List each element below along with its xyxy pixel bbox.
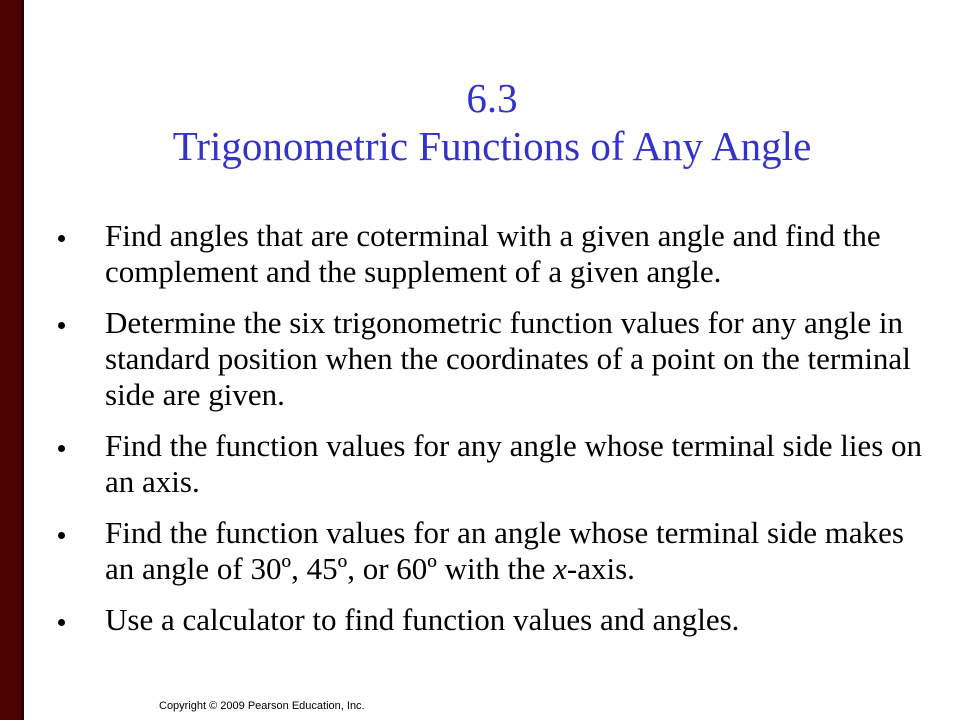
bullet-dot-icon	[58, 235, 65, 242]
slide-title	[24, 74, 960, 170]
bullet-dot-icon	[58, 532, 65, 539]
list-item	[48, 305, 938, 413]
list-item-text: Determine the six trigonometric function values for any angle in standard position when the coordinates of a point on the terminal side are given.	[105, 305, 911, 412]
list-item-text: Use a calculator to find function values and angles.	[105, 602, 740, 637]
section-number: 6.3	[466, 75, 518, 121]
list-item	[48, 515, 938, 587]
slide-side-bar	[0, 0, 24, 720]
list-item-text: Find the function values for any angle whose terminal side lies on an axis.	[105, 428, 923, 499]
section-title: Trigonometric Functions of Any Angle	[172, 123, 812, 169]
list-item	[48, 602, 938, 638]
copyright-notice: Copyright © 2009 Pearson Education, Inc.	[159, 700, 365, 712]
list-item	[48, 428, 938, 500]
list-item-text: Find the function values for an angle whose terminal side makes an angle of 30º, 45º, or 60º with the x-axis.	[105, 515, 904, 586]
bullet-dot-icon	[58, 445, 65, 452]
list-item-text: Find angles that are coterminal with a given angle and find the complement and the supplement of a given angle.	[105, 218, 881, 289]
list-item	[48, 218, 938, 290]
objectives-list	[48, 218, 938, 653]
bullet-dot-icon	[58, 619, 65, 626]
bullet-dot-icon	[58, 322, 65, 329]
